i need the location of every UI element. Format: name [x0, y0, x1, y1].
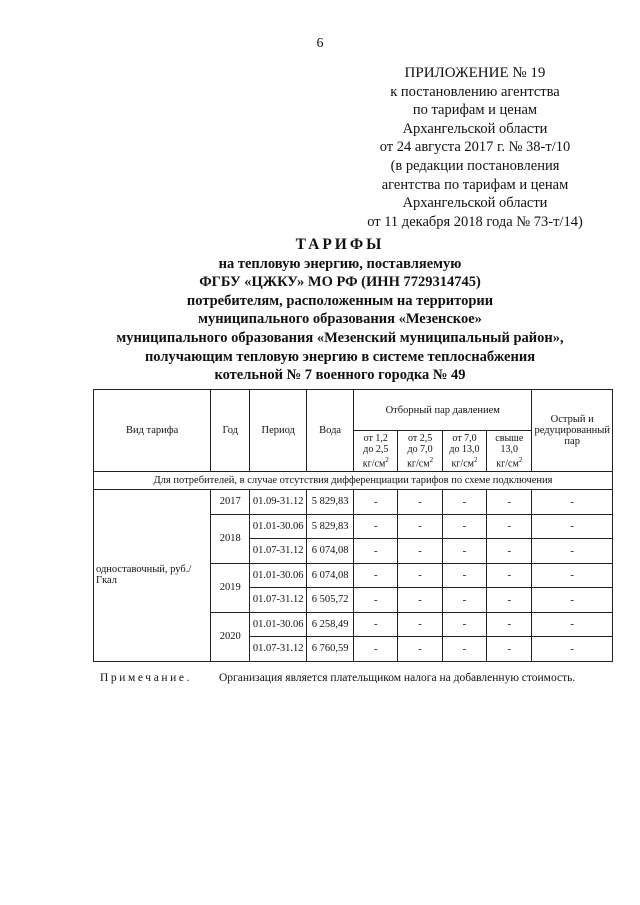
water-cell: 5 829,83 [307, 490, 354, 515]
header-period: Период [250, 390, 307, 472]
annex-title: ПРИЛОЖЕНИЕ № 19 [404, 65, 546, 81]
dash-cell: - [532, 637, 613, 662]
header-tariff-type: Вид тарифа [94, 390, 211, 472]
period-cell: 01.01-30.06 [250, 563, 307, 588]
footnote-text: Организация является плательщиком налога на добавленную стоимость. [218, 672, 576, 684]
dash-cell: - [532, 539, 613, 564]
tariff-name-cell: одноставочный, руб./Гкал [94, 490, 211, 662]
document-title: ТАРИФЫ [295, 236, 385, 253]
dash-cell: - [398, 612, 442, 637]
year-cell: 2018 [211, 514, 250, 563]
header-steam-group: Отборный пар давлением [354, 390, 532, 431]
water-cell: 6 505,72 [307, 588, 354, 613]
heading-line: на тепловую энергию, поставляемую [218, 255, 462, 272]
group-note: Для потребителей, в случае отсутствия дифференциации тарифов по схеме подключения [94, 472, 613, 490]
annex-block [330, 64, 620, 231]
dash-cell: - [532, 588, 613, 613]
dash-cell: - [532, 612, 613, 637]
annex-line: агентства по тарифам и ценам [381, 176, 569, 193]
dash-cell: - [487, 637, 532, 662]
annex-line: (в редакции постановления [390, 157, 560, 174]
table-row [94, 490, 613, 515]
dash-cell: - [398, 514, 442, 539]
dash-cell: - [398, 588, 442, 613]
heading-line: котельной № 7 военного городка № 49 [214, 367, 466, 384]
water-cell: 6 074,08 [307, 539, 354, 564]
period-cell: 01.09-31.12 [250, 490, 307, 515]
period-cell: 01.01-30.06 [250, 514, 307, 539]
water-cell: 6 258,49 [307, 612, 354, 637]
dash-cell: - [487, 514, 532, 539]
dash-cell: - [487, 612, 532, 637]
year-cell: 2020 [211, 612, 250, 661]
footnote-label: Примечание. [100, 672, 193, 684]
header-pressure-3: от 7,0 до 13,0 $кг/см^2$ [442, 431, 487, 472]
annex-line: Архангельской области [402, 120, 548, 137]
tariff-table [93, 389, 613, 662]
year-cell: 2019 [211, 563, 250, 612]
period-cell: 01.07-31.12 [250, 539, 307, 564]
period-cell: 01.01-30.06 [250, 612, 307, 637]
page-number: 6 [316, 36, 324, 51]
dash-cell: - [398, 539, 442, 564]
annex-line: по тарифам и ценам [412, 102, 538, 119]
dash-cell: - [532, 490, 613, 515]
period-cell: 01.07-31.12 [250, 588, 307, 613]
dash-cell: - [442, 539, 487, 564]
dash-cell: - [354, 563, 398, 588]
dash-cell: - [442, 563, 487, 588]
heading-line: муниципального образования «Мезенское» [198, 311, 482, 328]
dash-cell: - [487, 588, 532, 613]
dash-cell: - [532, 514, 613, 539]
dash-cell: - [398, 637, 442, 662]
header-pressure-4: свыше 13,0 $кг/см^2$ [487, 431, 532, 472]
dash-cell: - [442, 490, 487, 515]
year-cell: 2017 [211, 490, 250, 515]
annex-line: Архангельской области [402, 195, 548, 212]
dash-cell: - [487, 490, 532, 515]
dash-cell: - [442, 588, 487, 613]
dash-cell: - [442, 612, 487, 637]
heading-line: ФГБУ «ЦЖКУ» МО РФ (ИНН 7729314745) [199, 274, 481, 291]
heading-line: муниципального образования «Мезенский муниципальный район», [116, 329, 564, 346]
dash-cell: - [442, 514, 487, 539]
dash-cell: - [354, 490, 398, 515]
header-pressure-1: от 1,2 до 2,5 $кг/см^2$ [354, 431, 398, 472]
dash-cell: - [354, 514, 398, 539]
dash-cell: - [354, 637, 398, 662]
period-cell: 01.07-31.12 [250, 637, 307, 662]
dash-cell: - [442, 637, 487, 662]
dash-cell: - [398, 563, 442, 588]
annex-line: к постановлению агентства [390, 83, 560, 100]
dash-cell: - [354, 612, 398, 637]
dash-cell: - [354, 539, 398, 564]
annex-line: от 11 декабря 2018 года № 73-т/14) [367, 213, 583, 230]
header-pressure-2: от 2,5 до 7,0 $кг/см^2$ [398, 431, 442, 472]
heading-line: потребителям, расположенным на территории [186, 292, 494, 309]
dash-cell: - [487, 539, 532, 564]
header-sharp-steam: Острый и редуцированный пар [532, 390, 613, 472]
water-cell: 6 760,59 [307, 637, 354, 662]
annex-line: от 24 августа 2017 г. № 38-т/10 [379, 139, 571, 156]
water-cell: 6 074,08 [307, 563, 354, 588]
header-year: Год [211, 390, 250, 472]
dash-cell: - [532, 563, 613, 588]
footnote [100, 672, 575, 684]
heading-line: получающим тепловую энергию в системе теплоснабжения [144, 348, 536, 365]
dash-cell: - [354, 588, 398, 613]
water-cell: 5 829,83 [307, 514, 354, 539]
header-water: Вода [307, 390, 354, 472]
dash-cell: - [487, 563, 532, 588]
dash-cell: - [398, 490, 442, 515]
document-heading [60, 236, 620, 385]
